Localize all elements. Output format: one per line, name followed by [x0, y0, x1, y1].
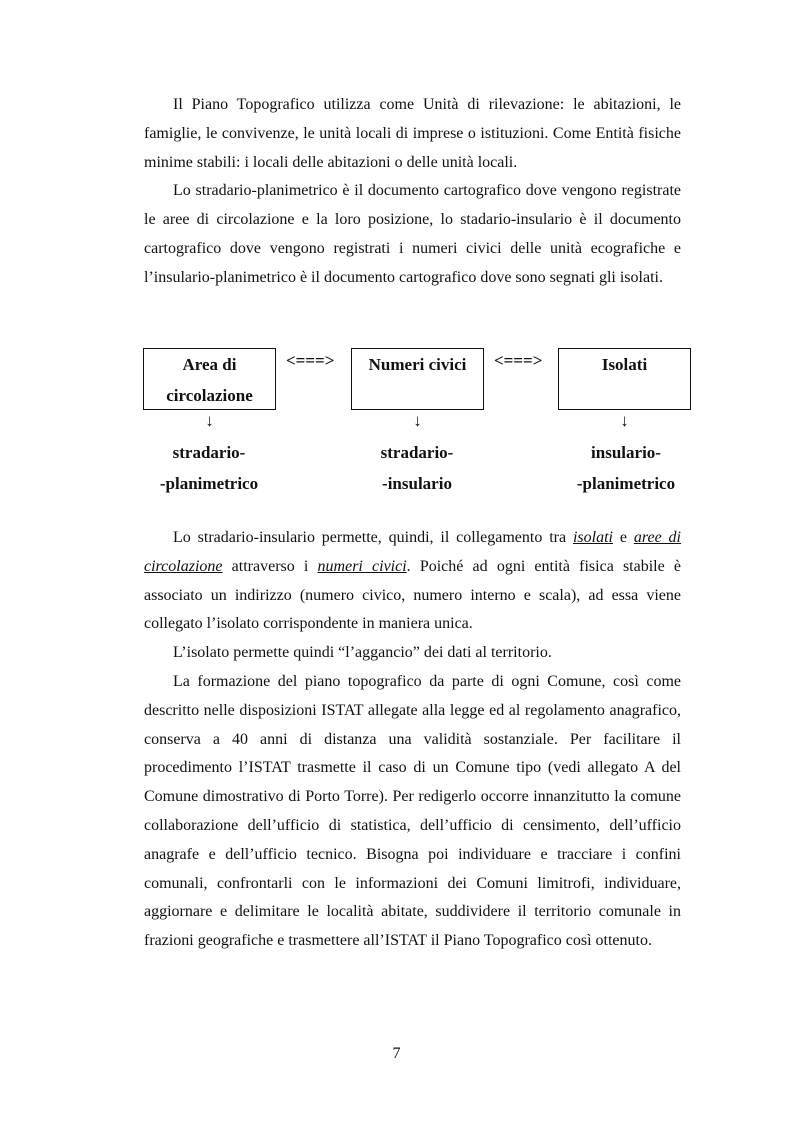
- label-b-line1: stradario-: [380, 443, 454, 462]
- paragraph-5: La formazione del piano topografico da parte di ogni Comune, così come descritto nelle disposizioni ISTAT allegate alla legge ed al regolamento anagrafico, conserva a 40 anni di distanza una validità sostanziale. Per facilitare il procedimento l’ISTAT trasmette il caso di un Comune tipo (vedi allegato A del Comune dimostrativo di Porto Torre). Per redigerlo occorre innanzitutto la comune collaborazione dell’ufficio di statistica, dell’ufficio di censimento, dell’ufficio anagrafe e dell’ufficio tecnico. Bisogna poi individuare e tracciare i confini comunali, confrontarli con le informazioni dei Comuni limitrofi, individuare, aggiornare e delimitare le località abitate, suddividere il territorio comunale in frazioni geografiche e trasmettere all’ISTAT il Piano Topografico così ottenuto.: [144, 672, 681, 950]
- down-arrow-icon: ↓: [413, 411, 422, 430]
- box-numeri-civici: [351, 348, 484, 410]
- term-numeri-civici: numeri civici: [317, 557, 407, 575]
- page-number: 7: [392, 1045, 401, 1062]
- down-arrow-icon: ↓: [205, 411, 214, 430]
- label-a-line2: -planimetrico: [159, 474, 259, 493]
- p3-text-1: Lo stradario-insulario permette, quindi, il collegamento tra: [173, 529, 573, 546]
- label-c-line1: insulario-: [591, 443, 661, 462]
- label-c-line2: -planimetrico: [576, 474, 676, 493]
- label-a-line1: stradario-: [172, 443, 246, 462]
- intro-text: [144, 91, 681, 293]
- box-area-line2: circolazione: [166, 386, 253, 405]
- paragraph-3: [144, 524, 681, 639]
- paragraph-1: Il Piano Topografico utilizza come Unità di rilevazione: le abitazioni, le famiglie, le convivenze, le unità locali di imprese o istituzioni. Come Entità fisiche minime stabili: i locali delle abitazioni o delle unità locali.: [144, 96, 681, 171]
- box-isolati: [558, 348, 691, 410]
- box-area-line1: Area di: [182, 355, 237, 374]
- box-numeri-label: Numeri civici: [368, 355, 467, 374]
- connector-right: <===>: [494, 351, 543, 370]
- paragraph-2: Lo stradario-planimetrico è il documento cartografico dove vengono registrate le aree di circolazione e la loro posizione, lo stadario-insulario è il documento cartografico dove vengono registrati i numeri civici delle unità ecografiche e l’insulario-planimetrico è il documento cartografico dove sono segnati gli isolati.: [144, 182, 681, 286]
- label-b-line2: -insulario: [382, 474, 452, 493]
- down-arrow-icon: ↓: [620, 411, 629, 430]
- label-insulario-planimetrico: [551, 437, 701, 499]
- p3-text-4: . Poiché ad ogni entità fisica stabile è associato un indirizzo (numero civico, numero interno e scala), ad essa viene collegato l’isolato corrispondente in maniera unica.: [144, 557, 681, 633]
- label-stradario-planimetrico: [134, 437, 284, 499]
- label-stradario-insulario: [342, 437, 492, 499]
- term-aree-circolazione: aree di circolazione: [144, 529, 681, 575]
- body-text: [144, 524, 681, 956]
- p3-text-2: e: [613, 529, 634, 546]
- box-area-circolazione: [143, 348, 276, 410]
- p3-text-3: attraverso i: [222, 557, 318, 575]
- connector-left: <===>: [286, 351, 335, 370]
- term-isolati: isolati: [572, 529, 613, 546]
- box-isolati-label: Isolati: [601, 355, 648, 374]
- paragraph-4: L’isolato permette quindi “l’aggancio” dei dati al territorio.: [173, 644, 552, 662]
